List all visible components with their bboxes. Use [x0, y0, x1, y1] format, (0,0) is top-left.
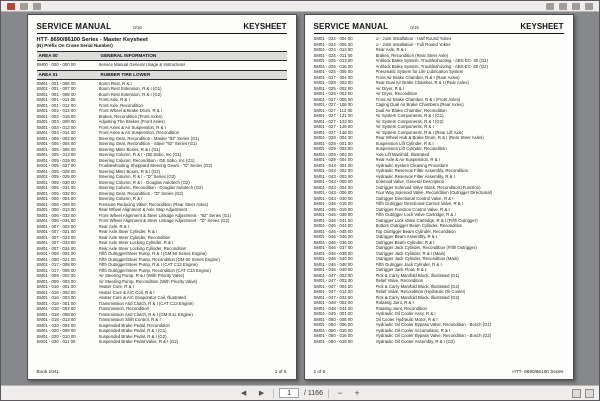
entry-code: SM01 - 050 - 018 00: [313, 338, 353, 344]
entry-code: SM01 - 002 - 013 00: [36, 108, 76, 113]
entry-code: SM01 - 043 - 005 00: [313, 179, 353, 184]
entry-description: Steering Column, R & I - Douglas Autotech (G2): [98, 179, 190, 185]
entry-description: Air System Components, R & I (G1): [375, 113, 444, 118]
entry-code: SM01 - 007 - 002 00: [36, 223, 76, 229]
entry-description: Hydraulic Oil Cooler Bypass Valve, Recondition - Bosch (G1): [375, 322, 492, 327]
entry-description: Bottom Outrigger Beam Cylinder, Recondition: [375, 223, 463, 228]
entry-description: Rear Axle Steer Cylinder, R & I: [98, 229, 158, 234]
entry-code: SM01 - 046 - 036 00: [313, 239, 353, 245]
entry-description: Hydraulic Oil Cooler Accumulator, R & I: [375, 327, 451, 333]
entry-code: SM01 - 043 - 040 00: [313, 195, 353, 201]
entry-description: Pick & Carry Manifold Block, Illustrated (G2): [375, 294, 460, 300]
entry-code: SM01 - 001 - 008 00: [36, 91, 76, 97]
entry-description: Steering Gear, Recondition - Slave "92" Series (G1): [98, 141, 197, 146]
entry-code: SM01 - 020 - 004 00: [36, 322, 76, 328]
entry-code: SM01 - 046 - 040 00: [313, 256, 353, 261]
series-subtitle: (N) Prefix On Crane Serial Number): [36, 43, 113, 48]
entry-code: SM01 - 024 - 013 00: [313, 47, 353, 52]
entry-description: Front Air Brake Chamber, R & I (Rear Axles): [375, 74, 460, 80]
entry-code: SM01 - 008 - 021 00: [36, 256, 76, 262]
entry-description: Outrigger Solenoid Valve Stack, Recondition (Function): [375, 184, 481, 190]
entry-code: SM01 - 045 - 019 00: [313, 206, 353, 212]
area-number: AREA 01: [38, 72, 58, 77]
entry-description: Pneumatic System for Life Lubrication System: [375, 69, 464, 74]
entry-description: Oil Cooler Hydraulic Motor, R & I: [375, 316, 438, 322]
zoom-out-button[interactable]: −: [337, 388, 343, 398]
entry-code: SM01 - 047 - 004 00: [313, 283, 353, 289]
entry-description: Outrigger Jack Cylinder, R & I (Main): [375, 250, 446, 256]
entry-description: Top Outrigger Beam Cylinder, Recondition: [375, 228, 456, 234]
entry-code: SM01 - 005 - 030 00: [36, 179, 76, 185]
entry-code: SM01 - 001 - 006 00: [36, 80, 76, 86]
entry-description: Steering Gear, Recondition - "D" Series (G2): [98, 190, 184, 196]
keysheet-list: [314, 36, 564, 344]
entry-code: SM01 - 046 - 045 00: [313, 228, 353, 234]
entry-description: Outrigger Function Control Valve, R & I: [375, 206, 450, 212]
entry-description: Rear Axle, R & I: [375, 47, 407, 52]
entry-description: Steering Column, R & I: [98, 196, 143, 201]
entry-description: Front Wheel Alignment & Steer Linkage Adjustment - "92" Series (G1): [98, 212, 231, 218]
entry-code: SM01 - 027 - 121 00: [313, 113, 353, 118]
entry-description: Axle Lift Manifold, Illustrated: [375, 151, 430, 157]
entry-code: SM01 - 020 - 010 00: [36, 333, 76, 339]
single-page-view-icon[interactable]: [572, 389, 581, 398]
entry-description: Rear Wheel Alignment & Axle Stop Adjustment: [98, 207, 188, 212]
open-file-icon[interactable]: [20, 3, 28, 10]
zoom-in-icon[interactable]: [572, 3, 580, 10]
entry-description: Suspended Brake Pedal Valve, R & I (G2): [98, 339, 179, 344]
entry-description: Front Wheel & Brake Drum, R & I: [98, 108, 163, 113]
entry-code: SM01 - 029 - 003 00: [313, 151, 353, 157]
entry-description: Pick & Carry Manifold Block, Illustrated (G2): [375, 283, 460, 289]
header-code: 0/16: [133, 25, 142, 30]
entry-description: Antilock Brake System, Troubleshooting - ABS EC- 60 (G2): [375, 63, 488, 69]
entry-description: Caging Dual Air Brake Chambers (Rear Axles): [375, 102, 464, 107]
entry-code: SM01 - 025 - 016 00: [313, 63, 353, 69]
entry-code: SM01 - 004 - 014 00: [36, 130, 76, 135]
entry-code: SM01 - 027 - 148 00: [313, 129, 353, 135]
entry-description: Brakes, Recondition (Rear Steer Axle): [375, 52, 449, 58]
entry-description: Relief Valve, Recondition (Hydraulic Oil Cooler): [375, 289, 466, 294]
rotate-icon[interactable]: [585, 3, 593, 10]
entry-code: SM01 - 043 - 006 00: [313, 190, 353, 195]
entry-code: SM01 - 018 - 008 00: [36, 311, 76, 317]
entry-description: Steering Column, Recondition - Douglas Autotech (G2): [98, 185, 203, 190]
entry-description: Fifth Outrigger/Steer Pump, Recondition (CAT C13 Engine): [98, 267, 211, 273]
entry-description: Dual Air Brake Chamber, Recondition: [375, 107, 447, 113]
entry-description: Service Manual General Usage & Instructions: [98, 61, 186, 67]
entry-code: SM01 - 043 - 002 00: [313, 168, 353, 173]
entry-code: SM01 - 001 - 007 00: [36, 86, 76, 91]
previous-page-button[interactable]: ◀: [240, 390, 247, 397]
zoom-out-icon[interactable]: [559, 3, 567, 10]
footer-page-count: 2 of 6: [313, 369, 326, 374]
entry-description: Front Axles & Air Suspension, Recondition: [98, 130, 179, 135]
entry-code: SM01 - 045 - 035 00: [313, 212, 353, 217]
entry-description: Front Axle, R & I: [98, 97, 130, 102]
entry-description: Troubleshooting Sheppard Steering Gears - "D" Series (G2): [98, 163, 213, 168]
entry-description: Steering Column, R & I - DE Sabo, Inc (G1): [98, 152, 182, 157]
entry-code: SM01 - 009 - 002 00: [36, 273, 76, 278]
entry-description: Outrigger Jack Cylinder, Recondition (Fifth Outrigger): [375, 245, 477, 250]
entry-description: Suspension Lift Cylinder, R & I: [375, 140, 434, 146]
entry-code: SM01 - 029 - 002 00: [313, 146, 353, 151]
series-title: HTT- 8690/86100 Series - Master Keysheet: [36, 37, 148, 43]
entry-description: Pressure Reducing Valve, Recondition (Rear Steer Axles): [98, 201, 209, 207]
entry-code: SM01 - 005 - 032 00: [36, 190, 76, 196]
entry-description: Fifth Outrigger Directional Control Valve, R & I: [375, 201, 464, 206]
area-name: RUBBER TIRE LOWER: [100, 72, 151, 77]
entry-code: SM01 - 050 - 005 00: [313, 316, 353, 322]
entry-code: SM01 - 001 - 012 00: [36, 102, 76, 108]
entry-code: SM01 - 046 - 048 00: [313, 261, 353, 267]
entry-code: SM01 - 028 - 003 00: [313, 80, 353, 85]
entry-description: Suspension Lift Cylinder, Recondition: [375, 146, 447, 151]
entry-description: Fifth Outrigger Lock Valve Cartridge, R & I: [375, 212, 456, 217]
entry-description: Front Axle, Recondition: [98, 102, 143, 108]
entry-code: SM01 - 005 - 027 00: [36, 163, 76, 168]
page-total-label: / 1166: [304, 389, 323, 397]
entry-code: SM01 - 024 - 011 00: [313, 52, 353, 58]
entry-code: SM01 - 028 - 004 00: [313, 135, 353, 140]
page-header: [37, 22, 287, 34]
entry-description: Outrigger Jack Float, R & I: [375, 267, 427, 272]
keysheet-row: [37, 62, 287, 68]
entry-code: SM01 - 025 - 003 00: [313, 91, 353, 96]
entry-description: Outrigger Jack Cylinder, Recondition (Main): [375, 256, 459, 261]
entry-code: SM01 - 047 - 032 00: [313, 294, 353, 300]
entry-description: Front Air Brake Chamber, R & I (Front Axles): [375, 96, 461, 102]
entry-code: SM01 - 027 - 005 00: [313, 96, 353, 102]
entry-code: SM01 - 016 - 001 00: [36, 284, 76, 289]
entry-description: Antilock Brake System, Troubleshooting - ABS EC- 30 (G1): [375, 58, 488, 63]
entry-code: SM01 - 027 - 004 00: [313, 74, 353, 80]
entry-description: Hydraulic Oil Cooler Assembly, R & I (G2): [375, 338, 455, 344]
entry-code: SM01 - 022 - 004 00: [313, 36, 353, 41]
entry-code: SM01 - 043 - 001 00: [313, 162, 353, 168]
entry-code: SM01 - 006 - 009 00: [36, 201, 76, 207]
entry-code: SM01 - 004 - 013 00: [36, 124, 76, 130]
entry-code: SM01 - 017 - 008 00: [36, 262, 76, 267]
page-footer: [314, 369, 564, 374]
entry-code: SM01 - 020 - 009 00: [36, 328, 76, 333]
entry-code: SM01 - 005 - 013 00: [36, 152, 76, 157]
entry-code: SM01 - 017 - 009 00: [36, 267, 76, 273]
entry-code: SM01 - 005 - 031 00: [36, 185, 76, 190]
entry-code: SM00 - 000 - 000 00: [36, 61, 76, 67]
entry-description: Rear Axle Steer Locking Cylinder, R & I: [98, 240, 174, 245]
page-footer: [37, 369, 287, 374]
entry-code: SM01 - 046 - 038 00: [313, 250, 353, 256]
entry-description: Air Dryer, Recondition: [375, 91, 418, 96]
entry-description: Brakes, Recondition (Front Axles): [98, 113, 163, 119]
entry-description: Rotating Joint, Recondition: [375, 305, 427, 311]
entry-code: SM01 - 043 - 004 00: [313, 184, 353, 190]
entry-code: SM01 - 006 - 034 00: [36, 218, 76, 223]
footer-series: HTT- 8690/86100 Series: [512, 369, 564, 374]
entry-code: SM01 - 005 - 029 00: [36, 174, 76, 179]
keysheet-label: KEYSHEET: [243, 22, 287, 31]
print-icon[interactable]: [33, 3, 41, 10]
entry-code: SM01 - 005 - 003 00: [36, 135, 76, 141]
entry-code: SM01 - 048 - 002 00: [313, 300, 353, 305]
entry-code: SM01 - 027 - 146 00: [313, 124, 353, 129]
entry-code: SM01 - 006 - 033 00: [36, 212, 76, 218]
entry-description: Heater Core & A/C Coil, R & I: [98, 289, 155, 295]
entry-code: SM01 - 045 - 018 00: [313, 201, 353, 206]
entry-code: SM01 - 005 - 019 00: [36, 157, 76, 163]
entry-description: Suspended Brake Pedal, Recondition: [98, 322, 170, 328]
page-left: [27, 14, 297, 380]
entry-code: SM01 - 007 - 023 00: [36, 234, 76, 240]
entry-code: SM01 - 047 - 014 00: [313, 289, 353, 294]
entry-description: Air Steering Pump, R & I (With Priority Valve): [98, 273, 185, 278]
next-page-button[interactable]: ▶: [258, 390, 265, 397]
page-header: [314, 22, 564, 34]
entry-code: SM01 - 049 - 001 00: [313, 311, 353, 316]
entry-code: SM01 - 046 - 044 00: [313, 223, 353, 228]
entry-code: SM01 - 045 - 041 00: [313, 217, 353, 223]
document-canvas: [1, 14, 599, 383]
entry-code: SM01 - 018 - 002 00: [36, 306, 76, 311]
two-page-view-icon[interactable]: [585, 389, 594, 398]
entry-description: Rear Axle Steer Cylinder, Recondition: [98, 234, 171, 240]
entry-code: SM01 - 006 - 004 00: [36, 196, 76, 201]
entry-code: SM01 - 050 - 015 00: [313, 327, 353, 333]
keysheet-list: [37, 51, 287, 345]
entry-description: Air Dryer, R & I: [375, 85, 405, 91]
entry-description: Air Steering Pump, Recondition (With Priority Valve): [98, 278, 198, 284]
entry-description: Rear Dual Air Brake Chamber, R & I (Rear Axles): [375, 80, 469, 85]
entry-code: SM01 - 002 - 015 00: [36, 113, 76, 119]
area-name: GENERAL INFORMATION: [100, 53, 157, 58]
keysheet-label: KEYSHEET: [520, 22, 564, 31]
keysheet-row: [37, 339, 287, 345]
entry-code: SM01 - 027 - 122 00: [313, 118, 353, 124]
entry-code: SM01 - 025 - 002 00: [313, 85, 353, 91]
entry-description: Transmission And Clutch, R & I (GM 8.1L Engine): [98, 311, 193, 317]
entry-code: SM01 - 043 - 003 00: [313, 173, 353, 179]
entry-description: Transmission Shift Control, R & I: [98, 317, 161, 322]
entry-code: SM01 - 047 - 003 00: [313, 278, 353, 283]
entry-code: SM01 - 027 - 106 00: [313, 102, 353, 107]
entry-description: Boom Rest Extension, R & I (G2): [98, 91, 162, 97]
entry-code: SM01 - 046 - 046 00: [313, 234, 353, 239]
entry-code: SM01 - 006 - 013 00: [36, 207, 76, 212]
entry-code: SM01 - 018 - 013 00: [36, 317, 76, 322]
entry-description: Outrigger Directional Control Valve, R & I: [375, 195, 454, 201]
entry-code: SM01 - 020 - 011 00: [36, 339, 76, 344]
entry-description: Outrigger Beam Cylinder, R & I: [375, 239, 435, 245]
entry-description: Boom Rest Extension, R & I (G1): [98, 86, 162, 91]
area-number: AREA 00: [38, 53, 58, 58]
entry-description: Air System Components, R & I: [375, 124, 434, 129]
entry-description: Front Wheel Alignment & Steer Linkage Adjustment - "D" Series (G2): [98, 218, 230, 223]
entry-description: Fifth Outrigger Jack Cylinder, R & I: [375, 261, 442, 267]
entry-code: SM01 - 047 - 002 00: [313, 272, 353, 278]
entry-description: Rotating Joint, R & I: [375, 300, 414, 305]
entry-description: Pick & Carry Manifold Block, Illustrated (G1): [375, 272, 460, 278]
entry-code: SM01 - 007 - 034 00: [36, 245, 76, 251]
entry-description: Air System Components, R & I (G2): [375, 118, 444, 124]
entry-description: Steering Gear, Recondition - Master "92" Series (G1): [98, 135, 200, 141]
entry-description: Rear Wheel Hub & Brake Drum, R & I (Rear Steer Axles): [375, 135, 484, 140]
entry-code: SM01 - 018 - 001 00: [36, 300, 76, 306]
viewer-top-toolbar: [1, 1, 599, 12]
area-section-header: [37, 51, 287, 61]
statusbar-divider: [328, 389, 329, 398]
entry-description: Front Axles & Air Suspension, R & I: [98, 124, 166, 130]
entry-code: SM01 - 022 - 005 00: [313, 41, 353, 47]
entry-code: SM01 - 001 - 011 00: [36, 97, 76, 102]
statusbar-divider: [273, 389, 274, 398]
entry-code: SM01 - 005 - 004 00: [36, 141, 76, 146]
entry-code: SM01 - 050 - 006 00: [313, 322, 353, 327]
entry-code: SM01 - 027 - 112 00: [313, 107, 353, 113]
entry-description: Hydraulic Oil Cooler Bypass Valve, Recondition - Bosch (G2): [375, 333, 492, 338]
entry-description: Hydraulic Reservoir Filter Assembly, R & I: [375, 173, 455, 179]
entry-description: Steering Column, Recondition - DE Sabo, Inc (G1): [98, 157, 195, 163]
page-number-input[interactable]: [279, 388, 299, 398]
area-section-header: [37, 70, 287, 80]
entry-description: Hydraulic Oil Cooler Assy, R & I: [375, 311, 436, 316]
entry-code: SM01 - 025 - 005 00: [313, 69, 353, 74]
entry-code: SM01 - 016 - 002 00: [36, 289, 76, 295]
entry-code: SM01 - 025 - 013 00: [313, 58, 353, 63]
entry-description: Transmission And Clutch, R & I (CAT C13 Engine): [98, 300, 194, 306]
entry-code: SM01 - 008 - 004 00: [36, 251, 76, 256]
entry-description: U - Joint Installation - Full Round Yokes: [375, 41, 451, 47]
entry-description: Outrigger Lock Valve Cartridge, R & I (Fifth Outrigger): [375, 217, 478, 223]
search-icon[interactable]: [546, 3, 554, 10]
entry-description: Adjusting The Brakes (Front Axles): [98, 119, 165, 124]
entry-description: Steering Miter Boxes, R & I (G2): [98, 168, 161, 174]
entry-code: SM01 - 046 - 049 00: [313, 267, 353, 272]
entry-code: SM01 - 003 - 009 00: [36, 119, 76, 124]
entry-description: Fifth Outrigger/Steer Pump, R & I (CAT C13 Engine): [98, 262, 198, 267]
entry-description: Boom Rest, R & I: [98, 80, 132, 86]
entry-description: Steering Column, R & I - "D" Series (G2): [98, 174, 176, 179]
menu-icon[interactable]: [7, 3, 15, 10]
entry-description: Rear Axle Steer Locking Cylinder, Recondition: [98, 245, 187, 251]
entry-code: SM01 - 007 - 021 00: [36, 229, 76, 234]
entry-description: Transmission, Recondition: [98, 306, 149, 311]
entry-description: Steering Miter Boxes, R & I (G1): [98, 146, 161, 152]
manual-title: SERVICE MANUAL: [36, 22, 112, 31]
entry-description: Hydraulic Reservoir Filter Assembly, Recondition: [375, 168, 469, 173]
page-right: [304, 14, 574, 380]
zoom-in-button[interactable]: +: [354, 388, 360, 398]
entry-code: SM01 - 048 - 044 00: [313, 305, 353, 311]
entry-code: SM01 - 029 - 001 00: [313, 140, 353, 146]
footer-book: Book 1041: [36, 369, 59, 374]
entry-description: Solenoid Valve, General Description: [375, 179, 445, 184]
entry-description: Rear Axle & Air Suspension, R & I: [375, 157, 440, 162]
entry-description: Heater Core, R & I: [98, 284, 134, 289]
entry-description: Fifth Outrigger/Steer Pump, Recondition (GM 60 Series Engine): [98, 256, 220, 262]
entry-code: SM01 - 007 - 033 00: [36, 240, 76, 245]
entry-description: U - Joint Installation - Half Round Yokes: [375, 36, 452, 41]
entry-description: Relief Valve, Recondition: [375, 278, 424, 283]
entry-description: Suspended Brake Pedal, R & I (G1): [98, 328, 167, 333]
keysheet-row: [314, 339, 564, 345]
entry-code: SM01 - 029 - 004 00: [313, 157, 353, 162]
entry-code: SM01 - 009 - 003 00: [36, 278, 76, 284]
entry-code: SM01 - 046 - 037 00: [313, 245, 353, 250]
entry-description: Rear Axle, R & I: [98, 223, 130, 229]
entry-code: SM01 - 016 - 003 00: [36, 295, 76, 300]
header-code: 0/16: [410, 25, 419, 30]
entry-description: Fifth Outrigger/Steer Pump, R & I (GM 60 Series Engine): [98, 251, 207, 256]
entry-description: Hydraulic System Cleaning Procedure: [375, 162, 449, 168]
entry-description: Air System Components, R & I (Rear Lift Axle): [375, 129, 464, 135]
viewer-statusbar: [1, 385, 599, 400]
entry-description: Heater Core & A/C Evaporator Coil, Illustrated: [98, 295, 186, 300]
entry-code: SM01 - 005 - 005 00: [36, 146, 76, 152]
footer-page-count: 1 of 6: [274, 369, 287, 374]
entry-code: SM01 - 005 - 028 00: [36, 168, 76, 174]
entry-description: Outrigger Beam Assembly, R & I: [375, 234, 438, 239]
entry-description: Suspended Brake Pedal, R & I (G2): [98, 333, 167, 339]
manual-title: SERVICE MANUAL: [313, 22, 389, 31]
entry-code: SM01 - 050 - 016 00: [313, 333, 353, 338]
entry-description: Four Way Solenoid Valve, Recondition (Outrigger Directional): [375, 190, 493, 195]
